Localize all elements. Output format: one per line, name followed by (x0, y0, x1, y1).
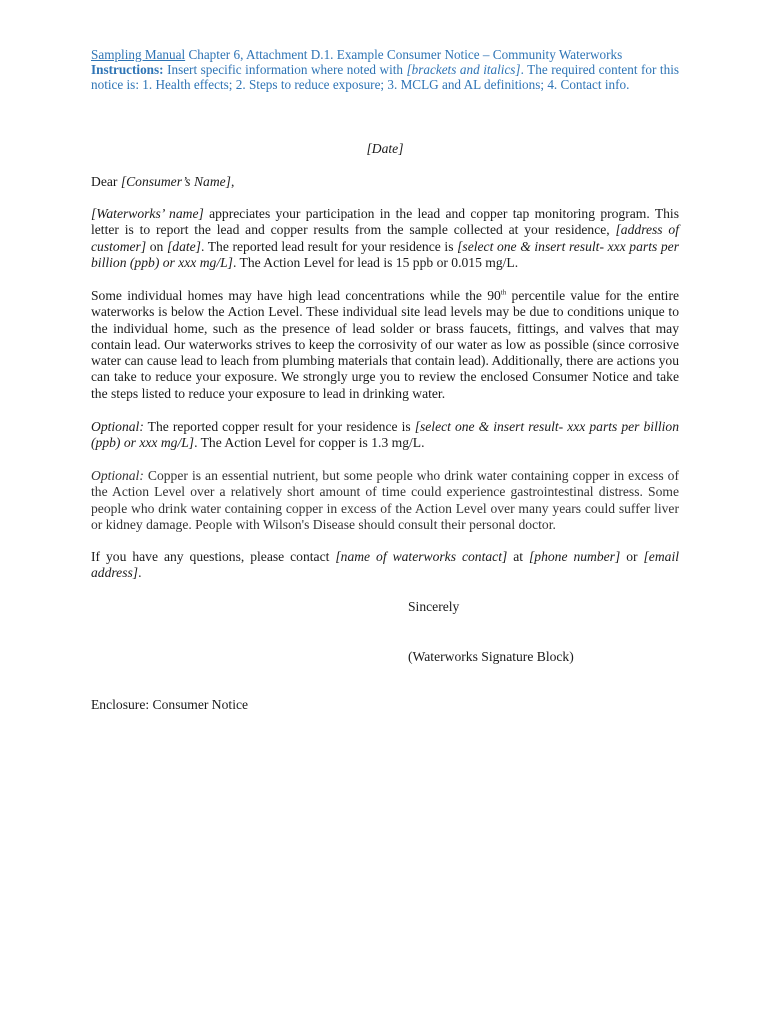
header-title: Chapter 6, Attachment D.1. Example Consumer Notice – Community Waterworks (185, 47, 623, 62)
sample-date-placeholder: [date] (166, 238, 201, 254)
paragraph-lead-result: [Waterworks’ name] appreciates your participation in the lead and copper tap monitoring program. This letter is to report the lead and copper results from the sample collected at your residence, [address of customer] on [date]. The reported lead result for your residence is [select one & insert result- xxx parts per billion (ppb) or xxx mg/L]. The Action Level for lead is 15 ppb or 0.015 mg/L. (91, 206, 679, 270)
paragraph-contact: If you have any questions, please contact [name of waterworks contact] at [phone number] or [email address]. (91, 549, 680, 581)
paragraph-lead-explanation: Some individual homes may have high lead concentrations while the 90th percentile value for the entire waterworks is below the Action Level. These individual site lead levels may be due to conditions unique to the individual home, such as the presence of lead solder or brass faucets, fittings, and valves that may contain lead. Our waterworks strives to keep the corrosivity of our water as low as possible (since corrosive water can cause lead to leach from plumbing materials that contain lead). Additionally, there are actions you can take to reduce your exposure. We strongly urge you to review the enclosed Consumer Notice and take the steps listed to reduce your exposure to lead in drinking water. (91, 288, 680, 401)
signature-block: (Waterworks Signature Block) (408, 649, 574, 664)
letter-page (91, 47, 680, 712)
waterworks-name-placeholder: [Waterworks’ name] (91, 206, 204, 221)
closing: Sincerely (408, 599, 460, 614)
contact-name-placeholder: [name of waterworks contact] (335, 549, 508, 564)
instructions-label: Instructions: (91, 62, 164, 77)
paragraph-copper-result: Optional: The reported copper result for your residence is [select one & insert result- xxx parts per billion (ppb) or xxx mg/L]. The Action Level for copper is 1.3 mg/L. (91, 419, 679, 451)
enclosure-line: Enclosure: Consumer Notice (91, 697, 249, 712)
copper-result-placeholder: [select one & insert result- xxx parts per billion (ppb) or xxx mg/L] (91, 419, 679, 451)
email-placeholder: [email address] (91, 549, 680, 581)
date-placeholder: [Date] (366, 141, 404, 156)
lead-result-placeholder: [select one & insert result- xxx parts per billion (ppb) or xxx mg/L] (91, 238, 679, 270)
optional-label: Optional: (91, 419, 144, 434)
paragraph-copper-health: Optional: Copper is an essential nutrient, but some people who drink water containing copper in excess of the Action Level over a relatively short amount of time could experience gastrointestinal distress. Some people who drink water containing copper in excess of the Action Level over many years could suffer liver or kidney damage. People with Wilson's Disease should consult their personal doctor. (91, 468, 679, 532)
consumer-name-placeholder: [Consumer’s Name] (120, 174, 231, 189)
greeting: Dear [Consumer’s Name], (91, 174, 235, 189)
optional-label: Optional: (91, 468, 144, 483)
header-instructions: Sampling Manual Chapter 6, Attachment D.1. Example Consumer Notice – Community Waterworks Instructions: Insert specific information where noted with [brackets and italics]. The required content for this notice is: 1. Health effects; 2. Steps to reduce exposure; 3. MCLG and AL definitions; 4. Contact info. (91, 47, 679, 92)
sampling-manual-link[interactable]: Sampling Manual (91, 47, 186, 62)
instructions-placeholder: [brackets and italics] (406, 62, 521, 77)
address-placeholder: [address of customer] (91, 222, 679, 254)
phone-placeholder: [phone number] (528, 549, 621, 564)
